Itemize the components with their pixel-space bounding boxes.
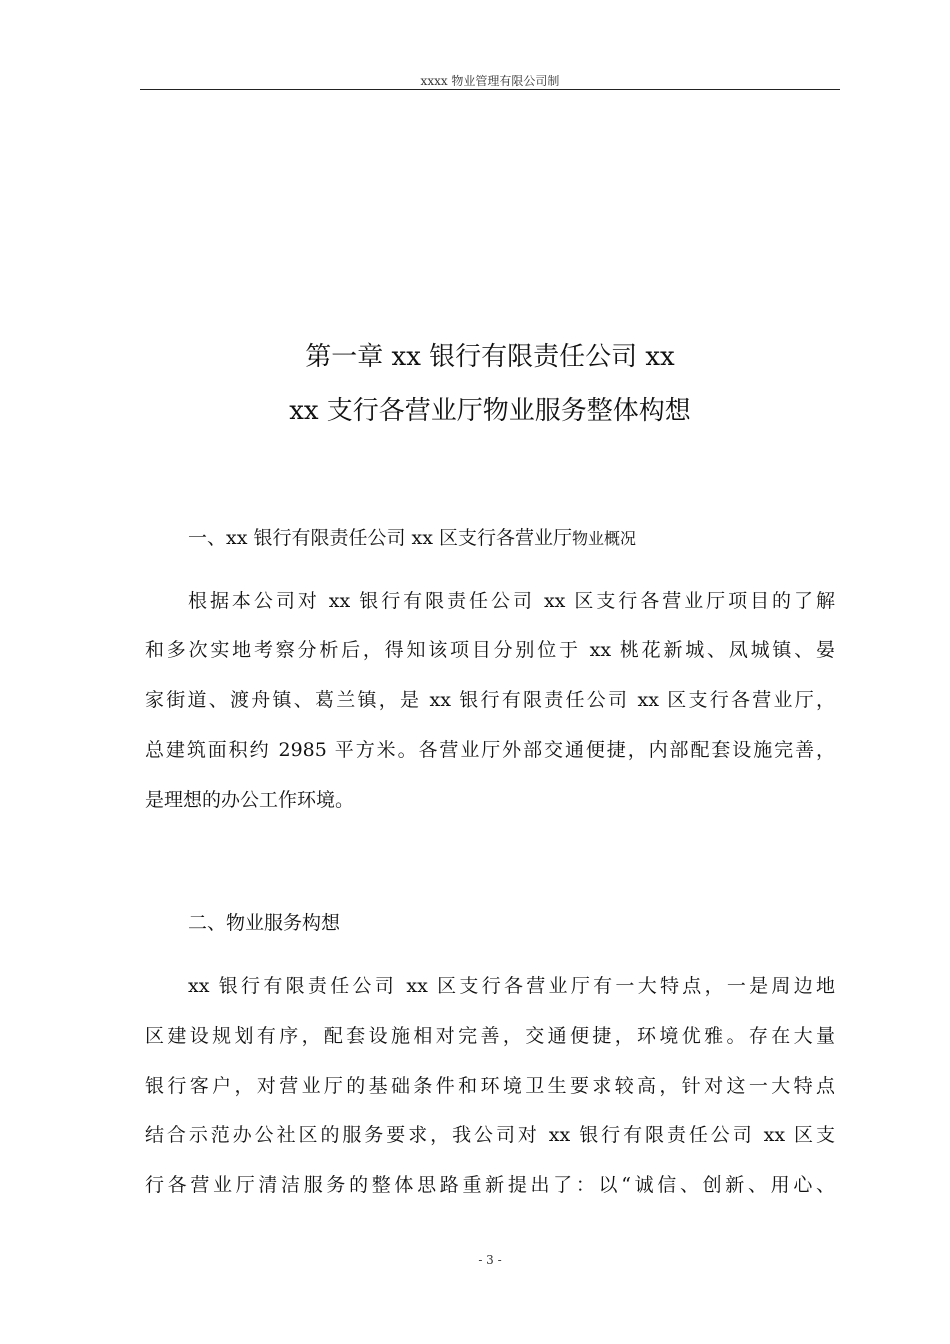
section-heading-service-concept: 二、物业服务构想 [188,912,341,934]
page-number: - 3 - [478,1253,502,1267]
section-heading-overview-main: 一、xx 银行有限责任公司 xx 区支行各营业厅 [188,527,572,549]
chapter-title-line-1: 第一章 xx 银行有限责任公司 xx [305,342,675,372]
paragraph-line: 行各营业厅清洁服务的整体思路重新提出了：以“诚信、创新、用心、 [145,1174,835,1196]
paragraph-line: 结合示范办公社区的服务要求，我公司对 xx 银行有限责任公司 xx 区支 [145,1124,835,1146]
paragraph-line: 总建筑面积约 2985 平方米。各营业厅外部交通便捷，内部配套设施完善， [145,739,835,761]
section-heading-overview [188,525,848,552]
section-heading-overview-tail: 物业概况 [571,529,636,548]
paragraph-line: xx 银行有限责任公司 xx 区支行各营业厅有一大特点，一是周边地 [188,975,835,997]
header-divider [140,89,840,90]
paragraph-line: 根据本公司对 xx 银行有限责任公司 xx 区支行各营业厅项目的了解 [188,590,835,612]
page-header: xxxx 物业管理有限公司制 [420,74,560,88]
paragraph-line: 和多次实地考察分析后，得知该项目分别位于 xx 桃花新城、凤城镇、晏 [145,639,835,661]
paragraph-line: 家街道、渡舟镇、葛兰镇，是 xx 银行有限责任公司 xx 区支行各营业厅， [145,689,835,711]
chapter-title-line-2: xx 支行各营业厅物业服务整体构想 [289,396,691,426]
paragraph-line: 银行客户，对营业厅的基础条件和环境卫生要求较高，针对这一大特点 [145,1075,835,1097]
paragraph-line: 是理想的办公工作环境。 [145,789,355,811]
paragraph-line: 区建设规划有序，配套设施相对完善，交通便捷，环境优雅。存在大量 [145,1025,835,1047]
